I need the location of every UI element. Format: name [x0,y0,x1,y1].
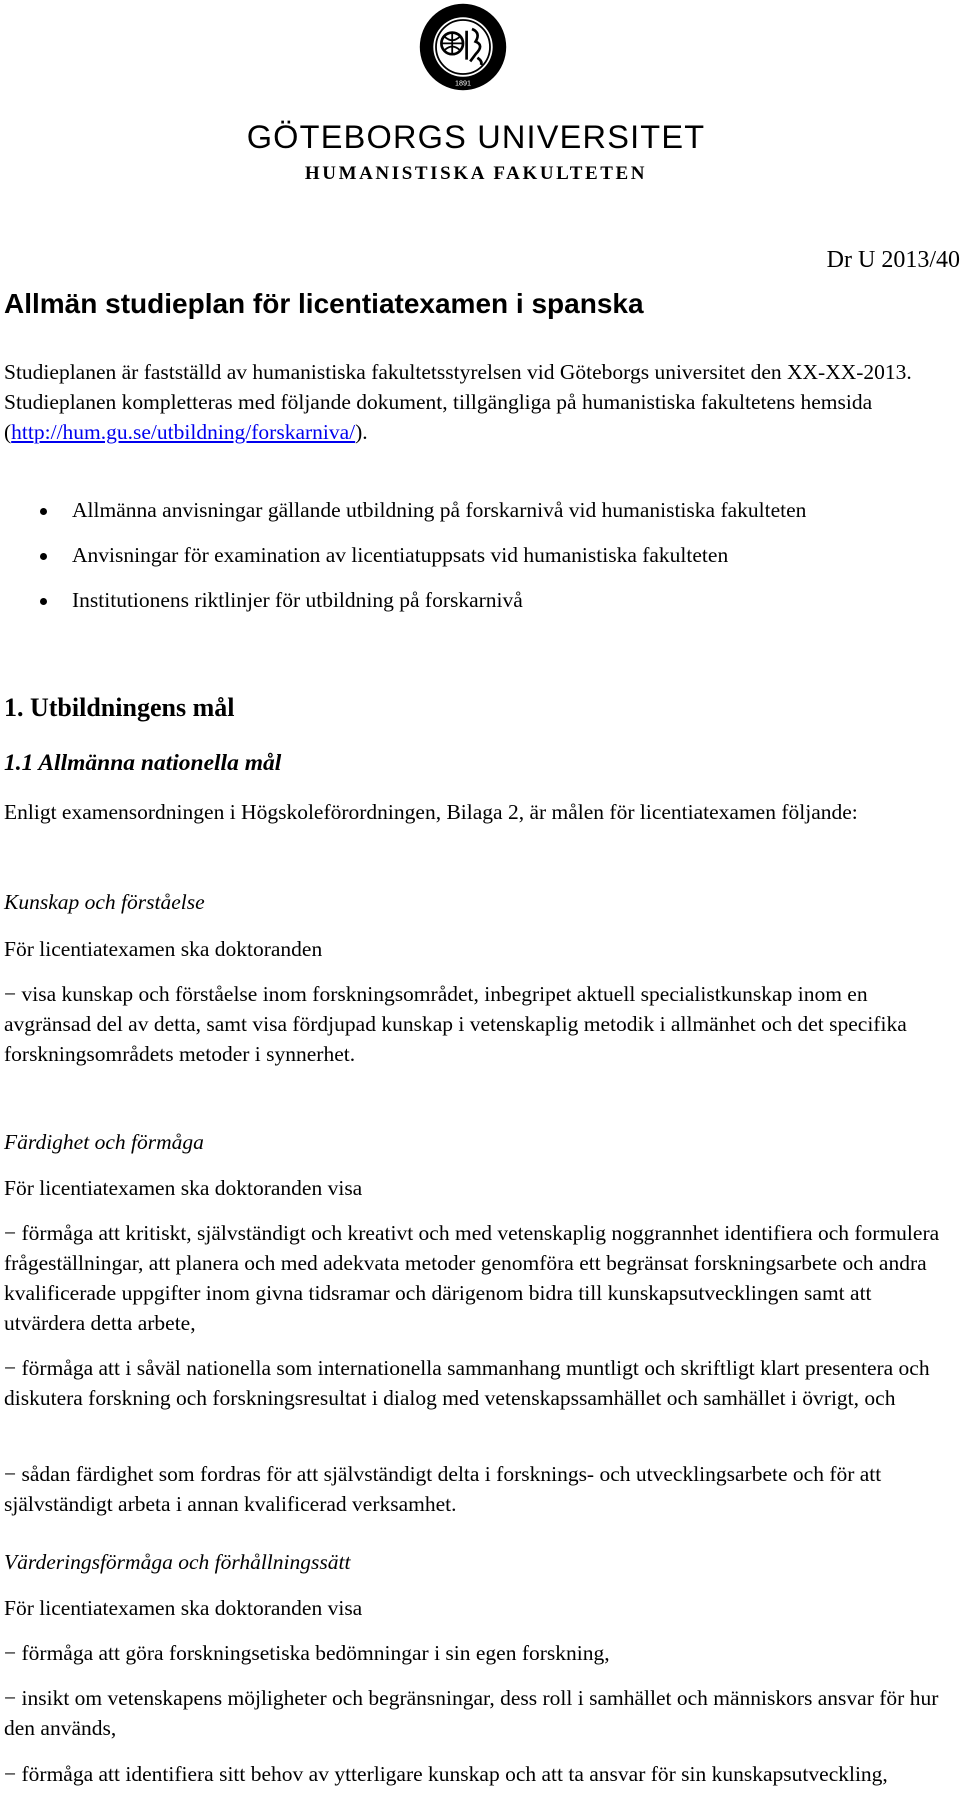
document-number: Dr U 2013/40 [826,247,960,273]
university-logo [0,0,960,190]
list-item-text: Institutionens riktlinjer för utbildning på forskarnivå [72,588,523,612]
bullet-icon [40,553,47,560]
bullet-icon [40,598,47,605]
values-item: − förmåga att göra forskningsetiska bedömningar i sin egen forskning, [4,1641,610,1665]
faculty-website-link[interactable]: http://hum.gu.se/utbildning/forskarniva/ [11,420,356,444]
knowledge-item: − visa kunskap och förståelse inom forskningsområdet, inbegripet aktuell specialistkunskap inom en avgränsad del av detta, samt visa fördjupad kunskap i vetenskaplig metodik i allmänhet och det specifika forskningsområdets metoder i synnerhet. [4,982,907,1066]
svg-text:1891: 1891 [455,78,471,88]
skills-item: − förmåga att i såväl nationella som internationella sammanhang muntligt och skriftligt klart presentera och diskutera forskning och forskningsresultat i dialog med vetenskapssamhället och samhället i övrigt, och [4,1356,930,1410]
intro-text: Studieplanen är fastställd av humanistiska fakultetsstyrelsen vid Göteborgs universitet den XX-XX-2013. Studieplanen kompletteras med följande dokument, tillgängliga på humanistiska fakultetens hemsida ( [4,360,912,444]
skills-item: − sådan färdighet som fordras för att självständigt delta i forsknings- och utvecklingsarbete och för att självständigt arbeta i annan kvalificerad verksamhet. [4,1462,882,1516]
list-item [0,540,950,570]
knowledge-lead: För licentiatexamen ska doktoranden [4,937,323,961]
list-item [0,495,950,525]
values-item: − förmåga att identifiera sitt behov av ytterligare kunskap och att ta ansvar för sin kunskapsutveckling, [4,1762,888,1786]
list-item-text: Allmänna anvisningar gällande utbildning på forskarnivå vid humanistiska fakulteten [72,498,807,522]
page-title: Allmän studieplan för licentiatexamen i spanska [4,288,644,319]
section-heading: 1. Utbildningens mål [4,693,235,722]
intro-text-end: ). [355,420,368,444]
skills-heading: Färdighet och förmåga [4,1130,204,1154]
values-lead: För licentiatexamen ska doktoranden visa [4,1596,363,1620]
university-seal-icon [418,2,508,92]
document-list [0,495,950,630]
faculty-name: HUMANISTISKA FAKULTETEN [304,163,648,184]
bullet-icon [40,508,47,515]
skills-item: − förmåga att kritiskt, självständigt och kreativt och med vetenskaplig noggrannhet identifiera och formulera frågeställningar, att planera och med adekvata metoder genomföra ett begränsat forskningsarbete och andra kvalificerade uppgifter inom givna tidsramar och därigenom bidra till kunskapsutvecklingen samt att utvärdera detta arbete, [4,1221,940,1335]
list-item [0,585,950,615]
knowledge-heading: Kunskap och förståelse [4,890,205,914]
university-name: GÖTEBORGS UNIVERSITET [246,119,706,155]
values-heading: Värderingsförmåga och förhållningssätt [4,1550,351,1574]
list-item-text: Anvisningar för examination av licentiatuppsats vid humanistiska fakulteten [72,543,729,567]
skills-lead: För licentiatexamen ska doktoranden visa [4,1176,363,1200]
subsection-intro: Enligt examensordningen i Högskoleförordningen, Bilaga 2, är målen för licentiatexamen följande: [4,800,858,824]
values-item: − insikt om vetenskapens möjligheter och begränsningar, dess roll i samhället och människors ansvar för hur den används, [4,1686,939,1740]
subsection-heading: 1.1 Allmänna nationella mål [4,750,282,776]
intro-paragraph [4,357,954,447]
